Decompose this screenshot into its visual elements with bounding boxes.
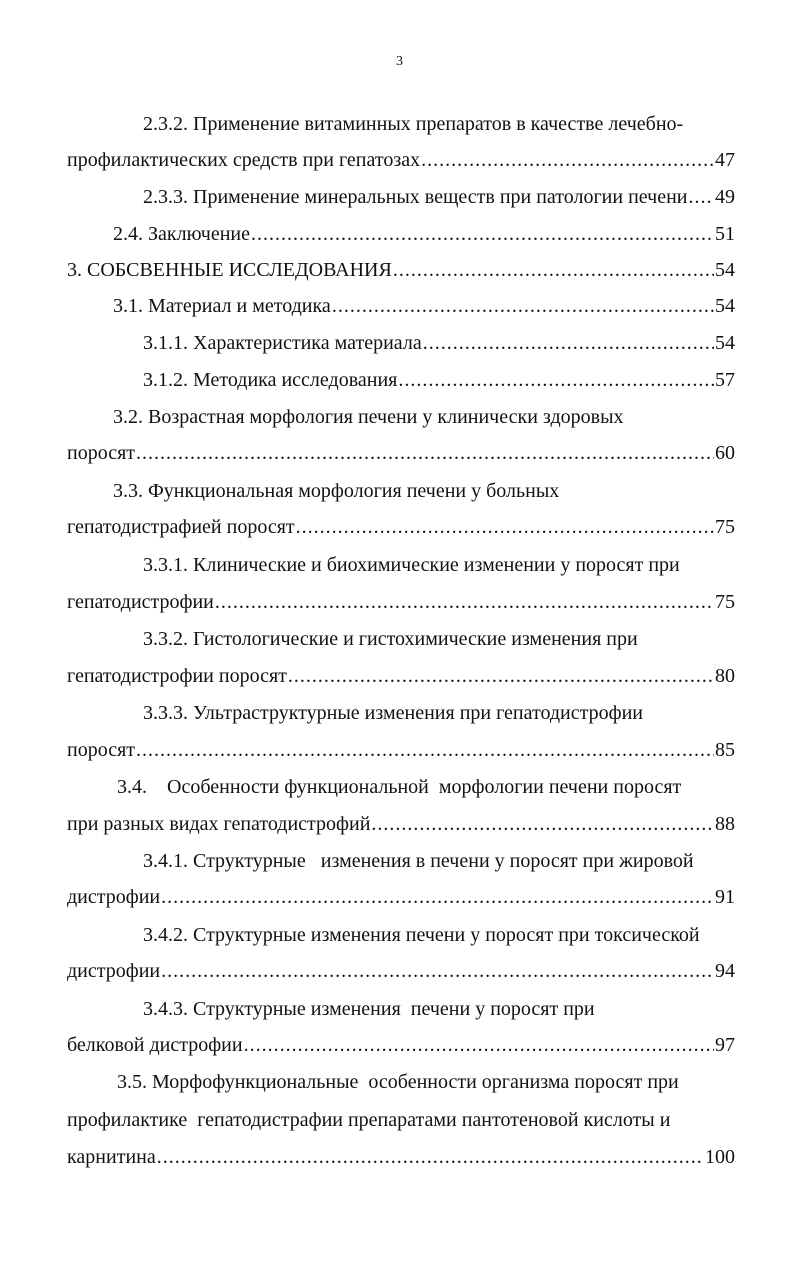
toc-entry-3-4-1 (67, 883, 735, 911)
toc-entry-3-5 (67, 1143, 735, 1171)
toc-entry-3-1-2 (143, 366, 735, 394)
toc-entry-page: 60 (715, 442, 735, 464)
toc-entry-text: 3.1. Материал и методика (113, 295, 331, 317)
page-number: 3 (396, 54, 403, 69)
toc-entry-3-4-2 (67, 957, 735, 985)
dot-leader (332, 292, 714, 320)
toc-entry-2-3-2 (67, 146, 735, 174)
dot-leader (161, 883, 714, 911)
dot-leader (136, 439, 714, 467)
toc-entry-3-3-3 (67, 736, 735, 764)
toc-entry-3-4-2-line1: 3.4.2. Структурные изменения печени у поросят при токсической (143, 924, 700, 946)
toc-entry-page: 75 (715, 591, 735, 613)
dot-leader (371, 810, 714, 838)
toc-entry-page: 94 (715, 960, 735, 982)
dot-leader (398, 366, 714, 394)
dot-leader (393, 256, 714, 284)
toc-entry-text: гепатодистрафией поросят (67, 516, 295, 538)
toc-entry-text: профилактических средств при гепатозах (67, 149, 421, 171)
toc-entry-page: 97 (715, 1034, 735, 1056)
toc-entry-2-3-3 (143, 183, 735, 211)
dot-leader (244, 1031, 714, 1059)
toc-entry-page: 88 (715, 813, 735, 835)
toc-entry-2-3-2-line1: 2.3.2. Применение витаминных препаратов в качестве лечебно- (143, 113, 684, 135)
dot-leader (288, 662, 714, 690)
toc-entry-3-1 (113, 292, 735, 320)
dot-leader (157, 1143, 704, 1171)
toc-entry-3-2 (67, 439, 735, 467)
toc-entry-3-3-3-line1: 3.3.3. Ультраструктурные изменения при гепатодистрофии (143, 702, 643, 724)
toc-entry-3-4-line1: 3.4. Особенности функциональной морфологии печени поросят (117, 776, 682, 798)
toc-entry-text: 2.4. Заключение (113, 223, 250, 245)
toc-entry-text: поросят (67, 442, 136, 464)
toc-entry-3-1-1 (143, 329, 735, 357)
toc-entry-2-4 (113, 220, 735, 248)
toc-entry-text: 2.3.3. Применение минеральных веществ при патологии печени (143, 186, 688, 208)
toc-entry-text: карнитина (67, 1146, 156, 1168)
toc-entry-page: 85 (715, 739, 735, 761)
toc-entry-text: белковой дистрофии (67, 1034, 243, 1056)
dot-leader (215, 588, 714, 616)
dot-leader (296, 513, 714, 541)
toc-entry-text: дистрофии (67, 960, 161, 982)
toc-entry-text: поросят (67, 739, 136, 761)
toc-entry-page: 80 (715, 665, 735, 687)
dot-leader (689, 183, 714, 211)
toc-entry-3-3-2-line1: 3.3.2. Гистологические и гистохимические изменения при (143, 628, 638, 650)
toc-entry-3-3-1-line1: 3.3.1. Клинические и биохимические изменении у поросят при (143, 554, 680, 576)
toc-entry-text: гепатодистрофии поросят (67, 665, 287, 687)
toc-entry-3-3-2 (67, 662, 735, 690)
toc-entry-3-3-1 (67, 588, 735, 616)
toc-entry-page: 54 (715, 259, 735, 281)
toc-entry-3-5-line2: профилактике гепатодистрафии препаратами пантотеновой кислоты и (67, 1109, 671, 1131)
toc-entry-text: дистрофии (67, 886, 161, 908)
toc-entry-page: 54 (715, 332, 735, 354)
toc-entry-page: 100 (705, 1146, 735, 1168)
toc-entry-3 (67, 256, 735, 284)
toc-entry-text: гепатодистрофии (67, 591, 214, 613)
toc-entry-text: 3. СОБСВЕННЫЕ ИССЛЕДОВАНИЯ (67, 259, 392, 281)
dot-leader (136, 736, 714, 764)
toc-entry-3-4-3-line1: 3.4.3. Структурные изменения печени у поросят при (143, 998, 595, 1020)
toc-entry-page: 75 (715, 516, 735, 538)
toc-entry-page: 57 (715, 369, 735, 391)
toc-entry-text: при разных видах гепатодистрофий (67, 813, 371, 835)
toc-entry-3-3 (67, 513, 735, 541)
toc-entry-3-4 (67, 810, 735, 838)
toc-entry-3-4-3 (67, 1031, 735, 1059)
toc-entry-3-4-1-line1: 3.4.1. Структурные изменения в печени у поросят при жировой (143, 850, 694, 872)
toc-entry-text: 3.1.1. Характеристика материала (143, 332, 422, 354)
dot-leader (251, 220, 714, 248)
dot-leader (161, 957, 714, 985)
toc-entry-page: 49 (715, 186, 735, 208)
toc-entry-page: 51 (715, 223, 735, 245)
toc-entry-text: 3.1.2. Методика исследования (143, 369, 398, 391)
toc-entry-page: 54 (715, 295, 735, 317)
toc-entry-page: 91 (715, 886, 735, 908)
toc-entry-3-2-line1: 3.2. Возрастная морфология печени у клинически здоровых (113, 406, 624, 428)
toc-entry-page: 47 (715, 149, 735, 171)
toc-entry-3-3-line1: 3.3. Функциональная морфология печени у больных (113, 480, 560, 502)
dot-leader (423, 329, 714, 357)
toc-entry-3-5-line1: 3.5. Морфофункциональные особенности организма поросят при (117, 1071, 679, 1093)
dot-leader (421, 146, 714, 174)
